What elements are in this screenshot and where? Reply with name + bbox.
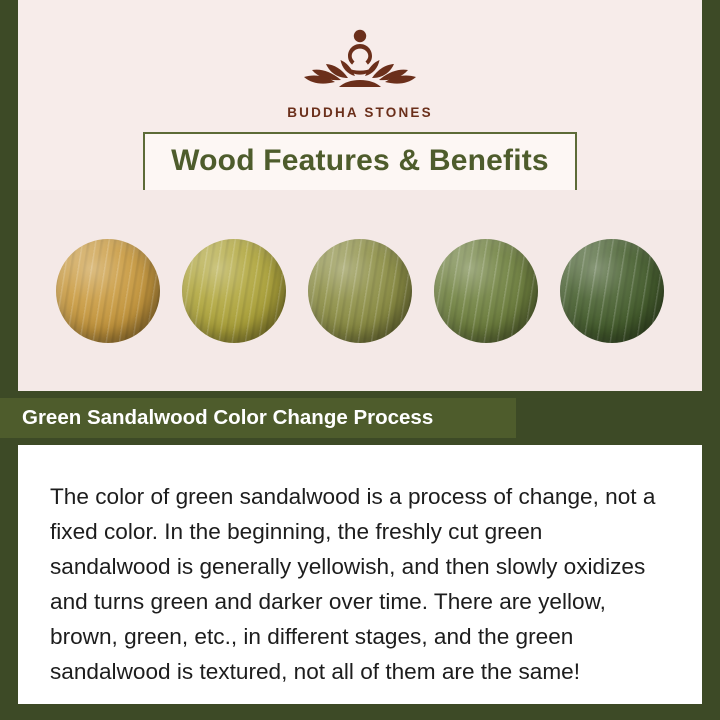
swatch-stage-4 <box>434 239 538 343</box>
description-card <box>18 445 702 704</box>
header-band <box>18 0 702 190</box>
sphere-shading <box>560 239 664 343</box>
section-label: Green Sandalwood Color Change Process <box>22 406 434 429</box>
wood-color-swatch-row <box>18 190 702 391</box>
page-title-box <box>143 132 577 192</box>
buddha-lotus-icon <box>285 22 435 99</box>
swatch-stage-2 <box>182 239 286 343</box>
sphere-shading <box>182 239 286 343</box>
swatch-stage-3 <box>308 239 412 343</box>
description-text: The color of green sandalwood is a process of change, not a fixed color. In the beginning, the freshly cut green sandalwood is generally yellowish, and then slowly oxidizes and turns green and darker over time. There are yellow, brown, green, etc., in different stages, and the green sandalwood is textured, not all of them are the same! <box>50 484 656 684</box>
swatch-stage-5 <box>560 239 664 343</box>
page-title: Wood Features & Benefits <box>171 144 549 177</box>
swatch-stage-1 <box>56 239 160 343</box>
sphere-shading <box>56 239 160 343</box>
brand-name: BUDDHA STONES <box>287 105 433 120</box>
sphere-shading <box>308 239 412 343</box>
section-label-bar <box>0 398 516 438</box>
brand-logo <box>285 22 435 120</box>
sphere-shading <box>434 239 538 343</box>
